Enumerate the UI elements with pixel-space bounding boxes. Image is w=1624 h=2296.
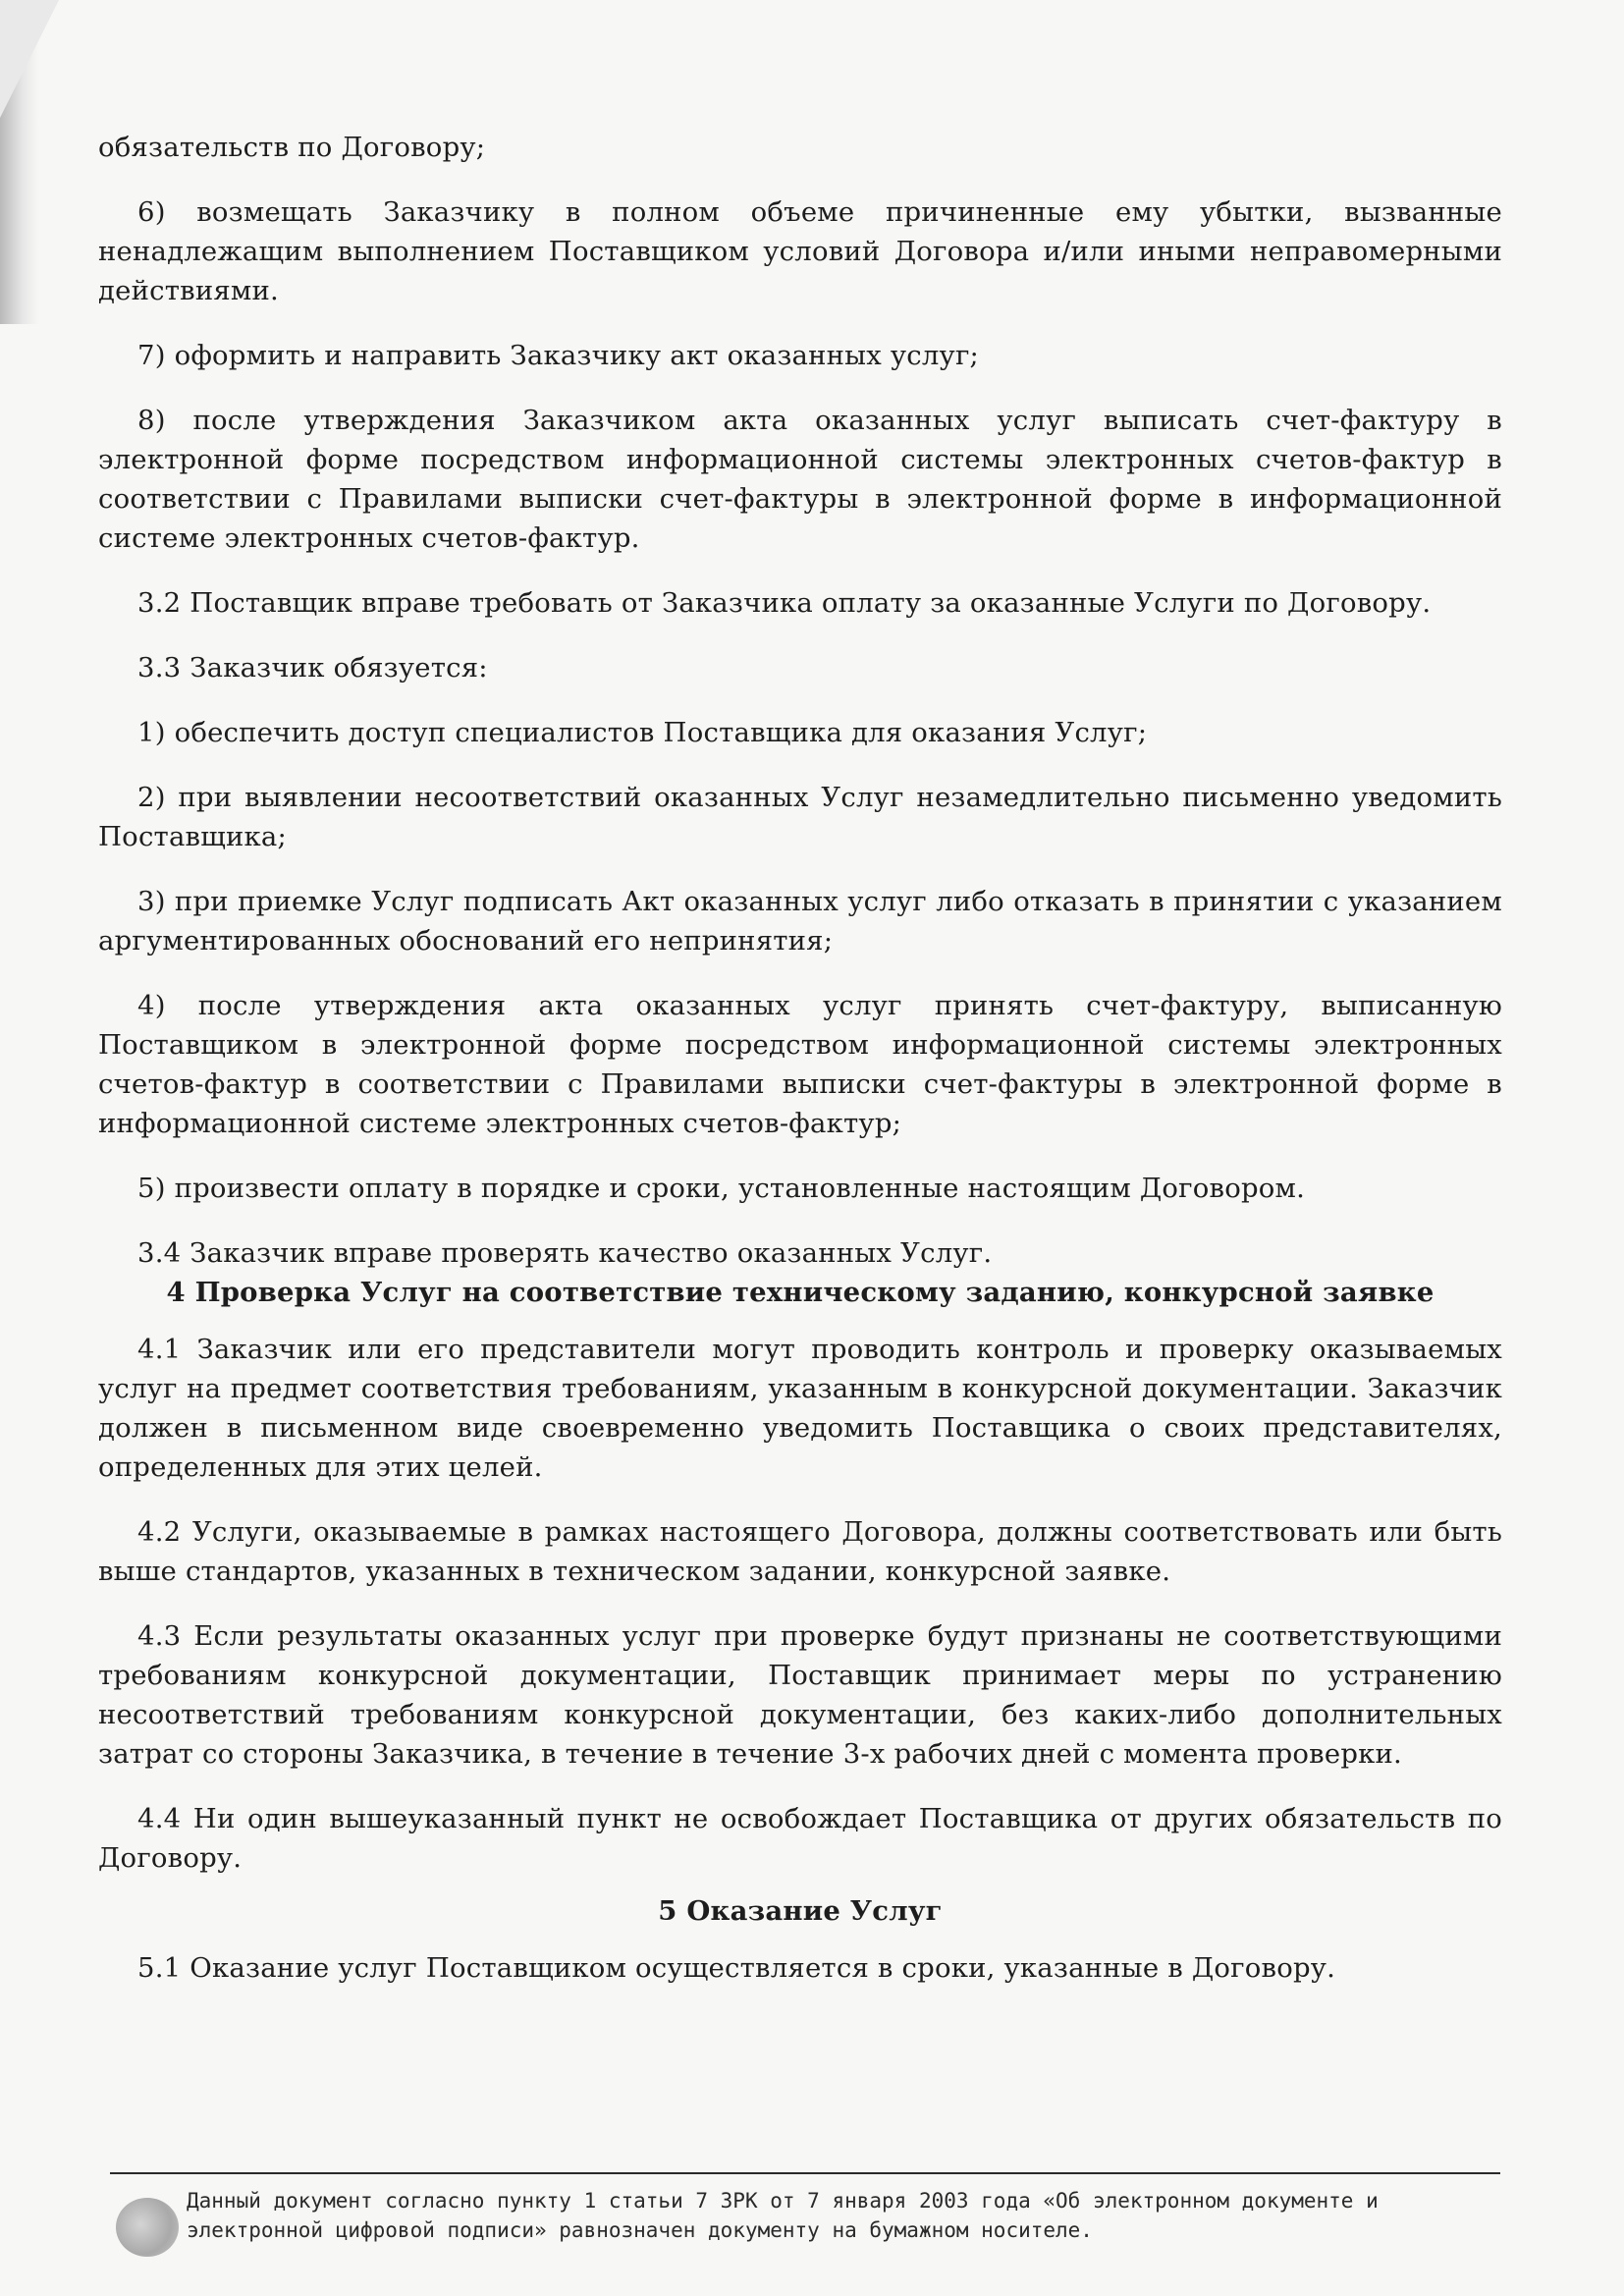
document-body: [98, 128, 1502, 2013]
section-heading: 5 Оказание Услуг: [658, 1895, 943, 1927]
paragraph: 3.4 Заказчик вправе проверять качество оказанных Услуг.: [137, 1237, 993, 1269]
footer-note: Данный документ согласно пункту 1 статьи 7 ЗРК от 7 января 2003 года «Об электронном документе и электронной цифровой подписи» равнозначен документу на бумажном носителе.: [187, 2189, 1379, 2242]
paragraph: 4.4 Ни один вышеуказанный пункт не освобождает Поставщика от других обязательств по Договору.: [98, 1803, 1502, 1874]
paragraph: 3) при приемке Услуг подписать Акт оказанных услуг либо отказать в принятии с указанием аргументированных обоснований его непринятия;: [98, 886, 1502, 957]
paragraph: 5.1 Оказание услуг Поставщиком осуществляется в сроки, указанные в Договору.: [137, 1952, 1336, 1984]
paragraph: 5) произвести оплату в порядке и сроки, установленные настоящим Договором.: [137, 1173, 1306, 1204]
folded-corner: [0, 0, 59, 118]
paragraph: 4.1 Заказчик или его представители могут проводить контроль и проверку оказываемых услуг на предмет соответствия требованиям, указанным в конкурсной документации. Заказчик должен в письменном виде своевременно уведомить Поставщика о своих представителях, определенных для этих целей.: [98, 1334, 1502, 1483]
paragraph: 2) при выявлении несоответствий оказанных Услуг незамедлительно письменно уведомить Поставщика;: [98, 782, 1502, 852]
paragraph: 3.2 Поставщик вправе требовать от Заказчика оплату за оказанные Услуги по Договору.: [137, 587, 1432, 619]
section-heading: 4 Проверка Услуг на соответствие техническому заданию, конкурсной заявке: [166, 1277, 1435, 1308]
paragraph: 1) обеспечить доступ специалистов Поставщика для оказания Услуг;: [137, 717, 1148, 748]
paragraph: 8) после утверждения Заказчиком акта оказанных услуг выписать счет-фактуру в электронной форме посредством информационной системы электронных счетов-фактур в соответствии с Правилами выписки счет-фактуры в электронной форме в информационной системе электронных счетов-фактур.: [98, 405, 1502, 554]
footer-divider: [110, 2172, 1500, 2174]
paragraph: обязательств по Договору;: [98, 132, 486, 163]
paragraph: 4) после утверждения акта оказанных услуг принять счет-фактуру, выписанную Поставщиком в электронной форме посредством информационной системы электронных счетов-фактур в соответствии с Правилами выписки счет-фактуры в электронной форме в информационной системе электронных счетов-фактур;: [98, 990, 1502, 1139]
paragraph: 7) оформить и направить Заказчику акт оказанных услуг;: [137, 340, 980, 371]
paragraph: 4.3 Если результаты оказанных услуг при проверке будут признаны не соответствующими требованиям конкурсной документации, Поставщик принимает меры по устранению несоответствий требованиям конкурсной документации, без каких-либо дополнительных затрат со стороны Заказчика, в течение в течение 3-х рабочих дней с момента проверки.: [98, 1620, 1502, 1770]
paragraph: 6) возмещать Заказчику в полном объеме причиненные ему убытки, вызванные ненадлежащим выполнением Поставщиком условий Договора и/или иными неправомерными действиями.: [98, 196, 1502, 306]
stamp-logo-icon: [116, 2198, 179, 2257]
paragraph: 4.2 Услуги, оказываемые в рамках настоящего Договора, должны соответствовать или быть выше стандартов, указанных в техническом задании, конкурсной заявке.: [98, 1516, 1502, 1587]
paragraph: 3.3 Заказчик обязуется:: [137, 652, 488, 683]
